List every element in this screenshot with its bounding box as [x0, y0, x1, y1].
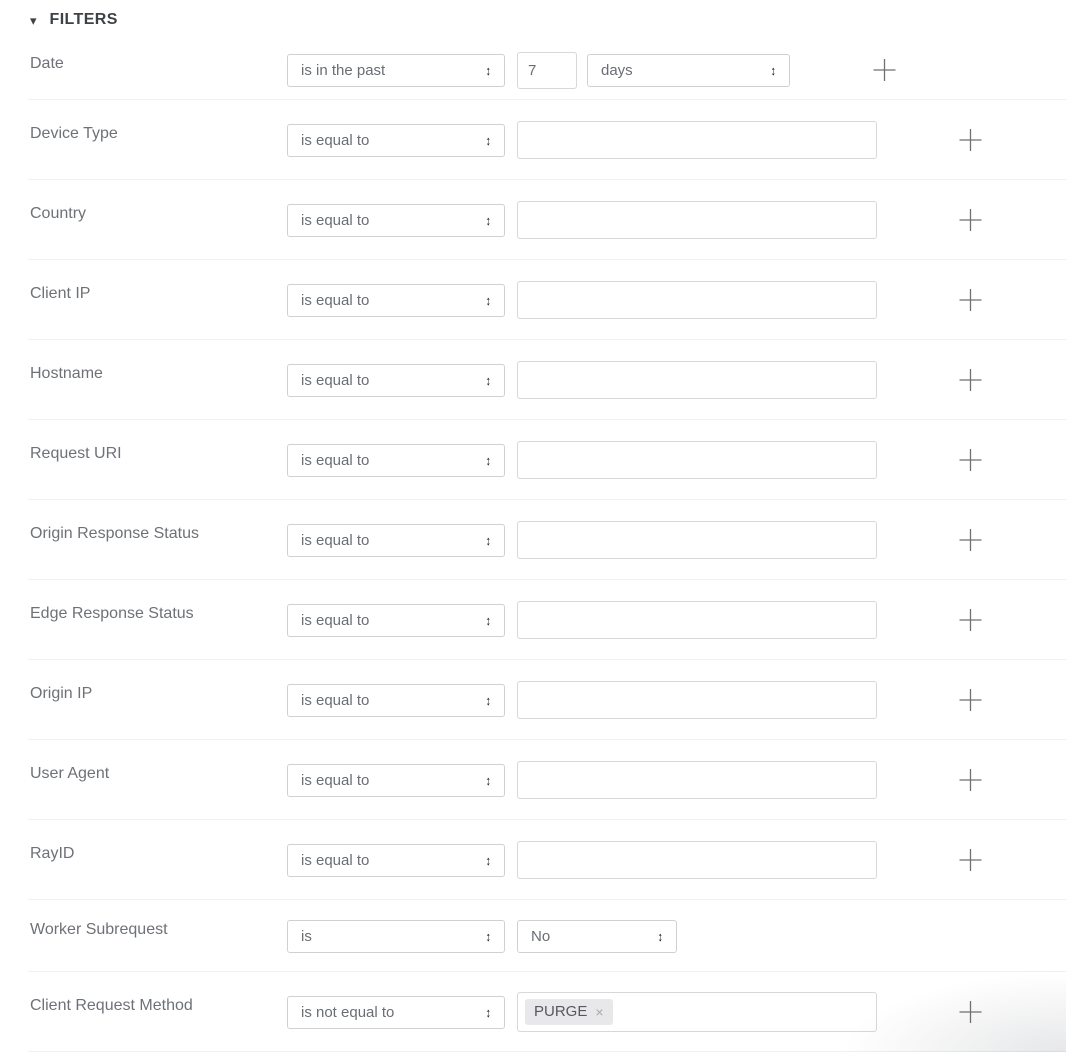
filter-label: Worker Subrequest — [30, 921, 168, 938]
method-tags-input[interactable] — [517, 992, 877, 1032]
select-arrows-icon: ↕ — [485, 62, 491, 78]
plus-icon — [959, 689, 982, 712]
worker-subrequest-value-select[interactable] — [517, 920, 677, 953]
add-filter-button[interactable] — [959, 529, 982, 552]
operator-select-value: is equal to — [301, 611, 370, 629]
filter-value-input[interactable] — [517, 761, 877, 799]
select-arrows-icon: ↕ — [485, 1004, 491, 1020]
add-filter-button[interactable] — [959, 289, 982, 312]
plus-icon — [959, 129, 982, 152]
operator-select[interactable] — [287, 524, 505, 557]
filter-row-request-uri — [0, 420, 1066, 500]
filter-row-user-agent — [0, 740, 1066, 820]
filter-value-input[interactable] — [517, 441, 877, 479]
add-filter-button[interactable] — [959, 449, 982, 472]
worker-subrequest-select-value: No — [531, 927, 551, 945]
select-arrows-icon: ↕ — [485, 212, 491, 228]
operator-select-value: is equal to — [301, 531, 370, 549]
select-arrows-icon: ↕ — [485, 372, 491, 388]
add-filter-button[interactable] — [873, 59, 896, 82]
operator-select[interactable] — [287, 284, 505, 317]
select-arrows-icon: ↕ — [485, 852, 491, 868]
filter-row-device-type — [0, 100, 1066, 180]
operator-select-value: is equal to — [301, 771, 370, 789]
add-filter-button[interactable] — [959, 129, 982, 152]
operator-select-value: is equal to — [301, 371, 370, 389]
plus-icon — [959, 849, 982, 872]
filter-row-worker-subrequest — [0, 900, 1066, 972]
add-filter-button[interactable] — [959, 369, 982, 392]
operator-select-value: is equal to — [301, 451, 370, 469]
select-arrows-icon: ↕ — [485, 772, 491, 788]
select-arrows-icon: ↕ — [485, 612, 491, 628]
filter-label: Client Request Method — [30, 997, 193, 1014]
operator-select-value: is equal to — [301, 131, 370, 149]
operator-select-value: is equal to — [301, 851, 370, 869]
plus-icon — [959, 1001, 982, 1024]
select-arrows-icon: ↕ — [657, 928, 663, 944]
operator-select[interactable] — [287, 54, 505, 87]
collapse-caret-icon[interactable]: ▾ — [30, 12, 37, 28]
filter-label: RayID — [30, 845, 75, 862]
filter-row-edge-response-status — [0, 580, 1066, 660]
add-filter-button[interactable] — [959, 1001, 982, 1024]
filter-value-input[interactable] — [517, 521, 877, 559]
filter-label: Origin IP — [30, 685, 93, 702]
filter-row-client-request-method — [0, 972, 1066, 1052]
filter-row-origin-ip — [0, 660, 1066, 740]
filter-row-origin-response-status — [0, 500, 1066, 580]
filter-value-input[interactable] — [517, 841, 877, 879]
filter-row-date — [0, 40, 1066, 100]
filter-value-input[interactable] — [517, 121, 877, 159]
method-tag-label: PURGE — [534, 1003, 588, 1020]
plus-icon — [959, 529, 982, 552]
plus-icon — [959, 289, 982, 312]
filter-label: Hostname — [30, 365, 103, 382]
plus-icon — [873, 59, 896, 82]
operator-select[interactable] — [287, 444, 505, 477]
add-filter-button[interactable] — [959, 849, 982, 872]
operator-select-value: is — [301, 927, 312, 945]
operator-select-value: is equal to — [301, 291, 370, 309]
date-value-input[interactable] — [517, 52, 577, 89]
operator-select[interactable] — [287, 604, 505, 637]
plus-icon — [959, 209, 982, 232]
add-filter-button[interactable] — [959, 769, 982, 792]
filter-label: User Agent — [30, 765, 110, 782]
filter-value-input[interactable] — [517, 681, 877, 719]
date-unit-select[interactable] — [587, 54, 790, 87]
select-arrows-icon: ↕ — [485, 132, 491, 148]
plus-icon — [959, 769, 982, 792]
filter-row-hostname — [0, 340, 1066, 420]
filters-header — [0, 0, 1066, 40]
operator-select[interactable] — [287, 124, 505, 157]
operator-select-value: is equal to — [301, 691, 370, 709]
filter-row-country — [0, 180, 1066, 260]
remove-tag-icon[interactable]: × — [595, 1004, 604, 1020]
operator-select-value: is equal to — [301, 211, 370, 229]
select-arrows-icon: ↕ — [770, 62, 776, 78]
add-filter-button[interactable] — [959, 609, 982, 632]
operator-select[interactable] — [287, 996, 505, 1029]
filter-label: Device Type — [30, 125, 118, 142]
filter-label: Edge Response Status — [30, 605, 194, 622]
filter-label: Origin Response Status — [30, 525, 199, 542]
plus-icon — [959, 449, 982, 472]
select-arrows-icon: ↕ — [485, 532, 491, 548]
operator-select[interactable] — [287, 364, 505, 397]
add-filter-button[interactable] — [959, 689, 982, 712]
filter-label: Request URI — [30, 445, 122, 462]
select-arrows-icon: ↕ — [485, 452, 491, 468]
filter-value-input[interactable] — [517, 281, 877, 319]
filter-label: Client IP — [30, 285, 91, 302]
filter-value-input[interactable] — [517, 601, 877, 639]
filter-value-input[interactable] — [517, 201, 877, 239]
method-tag-chip — [525, 999, 613, 1025]
filter-row-rayid — [0, 820, 1066, 900]
operator-select[interactable] — [287, 764, 505, 797]
operator-select-value: is in the past — [301, 61, 386, 79]
operator-select[interactable] — [287, 920, 505, 953]
plus-icon — [959, 369, 982, 392]
operator-select[interactable] — [287, 684, 505, 717]
filter-value-input[interactable] — [517, 361, 877, 399]
operator-select[interactable] — [287, 204, 505, 237]
filter-label: Date — [30, 55, 64, 72]
select-arrows-icon: ↕ — [485, 692, 491, 708]
filters-title: FILTERS — [49, 11, 118, 28]
add-filter-button[interactable] — [959, 209, 982, 232]
plus-icon — [959, 609, 982, 632]
filter-label: Country — [30, 205, 87, 222]
operator-select[interactable] — [287, 844, 505, 877]
select-arrows-icon: ↕ — [485, 292, 491, 308]
operator-select-value: is not equal to — [301, 1003, 395, 1021]
date-unit-select-value: days — [601, 61, 633, 79]
select-arrows-icon: ↕ — [485, 928, 491, 944]
filter-row-client-ip — [0, 260, 1066, 340]
